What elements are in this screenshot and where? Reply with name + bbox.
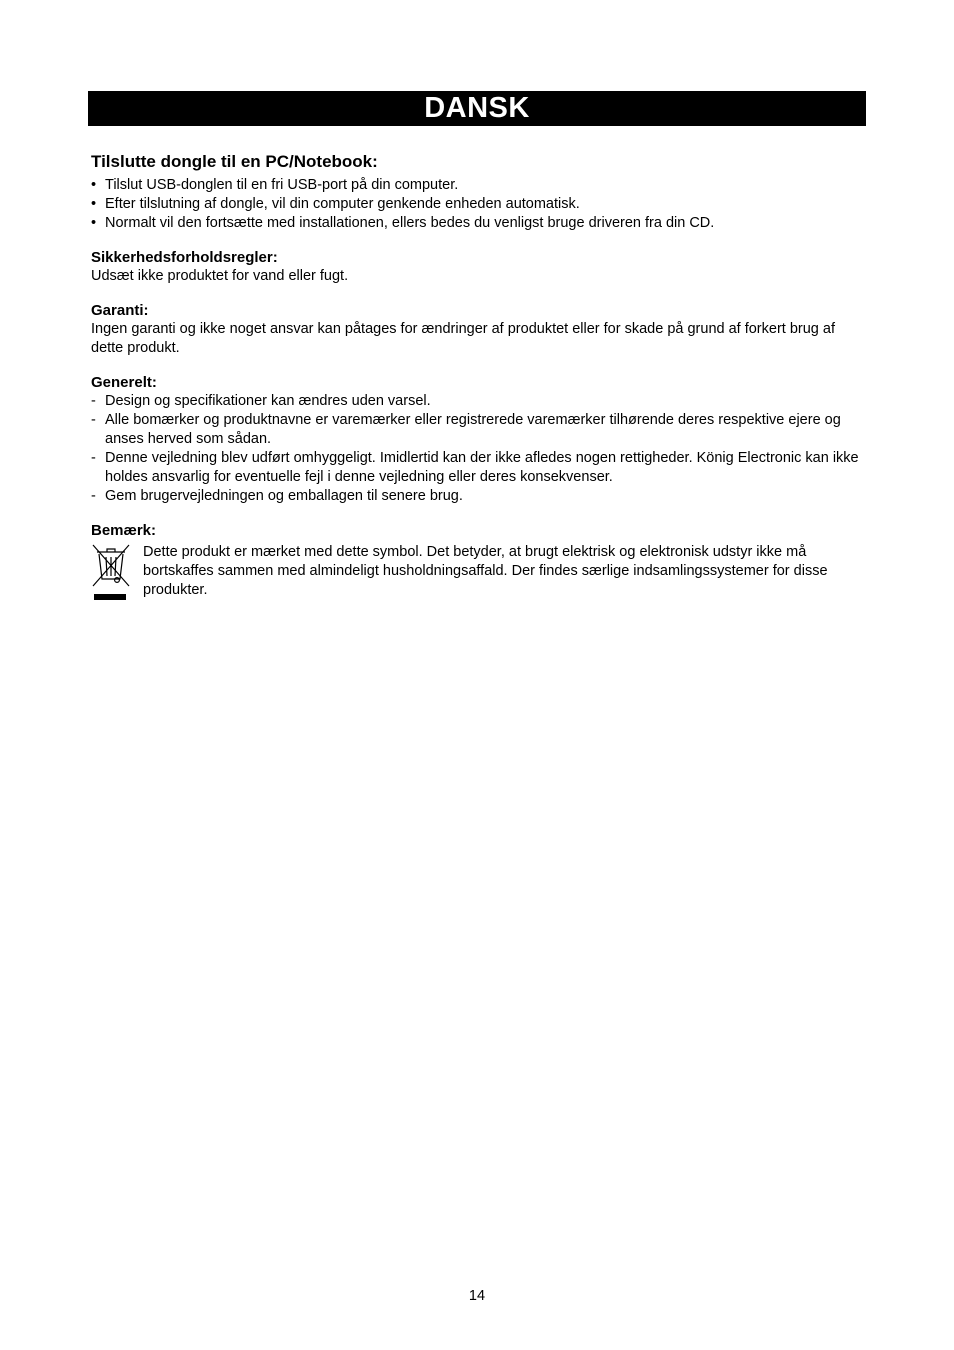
- list-item: [91, 214, 866, 233]
- list-item-text: Alle bomærker og produktnavne er varemærker eller registrerede varemærker tilhørende deres respektive ejere og anses herved som sådan.: [105, 412, 841, 447]
- bullet-marker: •: [91, 196, 97, 212]
- bullet-marker: •: [91, 177, 97, 193]
- list-item-text: Denne vejledning blev udført omhyggeligt. Imidlertid kan der ikke afledes nogen rettigheder. König Electronic kan ikke holdes ansvarlig for eventuelle fejl i denne vejledning eller deres konsekvenser.: [105, 450, 859, 485]
- weee-crossed-bin-icon: [91, 544, 131, 602]
- warranty-text: Ingen garanti og ikke noget ansvar kan påtages for ændringer af produktet eller for skade på grund af forkert brug af dette produkt.: [91, 321, 835, 356]
- page-number: 14: [468, 1288, 486, 1304]
- list-item-text: Design og specifikationer kan ændres uden varsel.: [105, 393, 431, 409]
- list-item-text: Normalt vil den fortsætte med installationen, ellers bedes du venligst bruge driveren fra din CD.: [105, 215, 715, 231]
- bullet-marker: •: [91, 215, 97, 231]
- notice-heading: Bemærk:: [91, 522, 157, 539]
- general-section: [91, 373, 866, 506]
- manual-content: [91, 151, 866, 605]
- notice-row: [91, 543, 866, 605]
- safety-heading: Sikkerhedsforholdsregler:: [91, 249, 278, 266]
- general-heading: Generelt:: [91, 374, 157, 391]
- list-item: [91, 176, 866, 195]
- list-item: [91, 449, 866, 487]
- language-banner: [88, 91, 866, 126]
- list-item-text: Tilslut USB-donglen til en fri USB-port på din computer.: [105, 177, 459, 193]
- safety-text: Udsæt ikke produktet for vand eller fugt.: [91, 268, 349, 284]
- connect-section: [91, 151, 866, 233]
- notice-text: Dette produkt er mærket med dette symbol. Det betyder, at brugt elektrisk og elektronisk udstyr ikke må bortskaffes sammen med almindeligt husholdningsaffald. Der findes særlige indsamlingssystemer for disse produkter.: [143, 544, 828, 598]
- dash-marker: -: [91, 450, 96, 466]
- list-item: [91, 487, 866, 506]
- list-item: [91, 411, 866, 449]
- dash-marker: -: [91, 393, 96, 409]
- list-item-text: Efter tilslutning af dongle, vil din computer genkende enheden automatisk.: [105, 196, 580, 212]
- list-item-text: Gem brugervejledningen og emballagen til senere brug.: [105, 488, 463, 504]
- dash-marker: -: [91, 412, 96, 428]
- general-list: [91, 392, 866, 506]
- warranty-heading: Garanti:: [91, 302, 149, 319]
- page-title: DANSK: [424, 92, 530, 124]
- safety-section: [91, 248, 866, 286]
- connect-heading: Tilslutte dongle til en PC/Notebook:: [91, 152, 378, 171]
- dash-marker: -: [91, 488, 96, 504]
- list-item: [91, 195, 866, 214]
- list-item: [91, 392, 866, 411]
- notice-section: [91, 521, 866, 605]
- warranty-section: [91, 301, 866, 358]
- connect-list: [91, 176, 866, 233]
